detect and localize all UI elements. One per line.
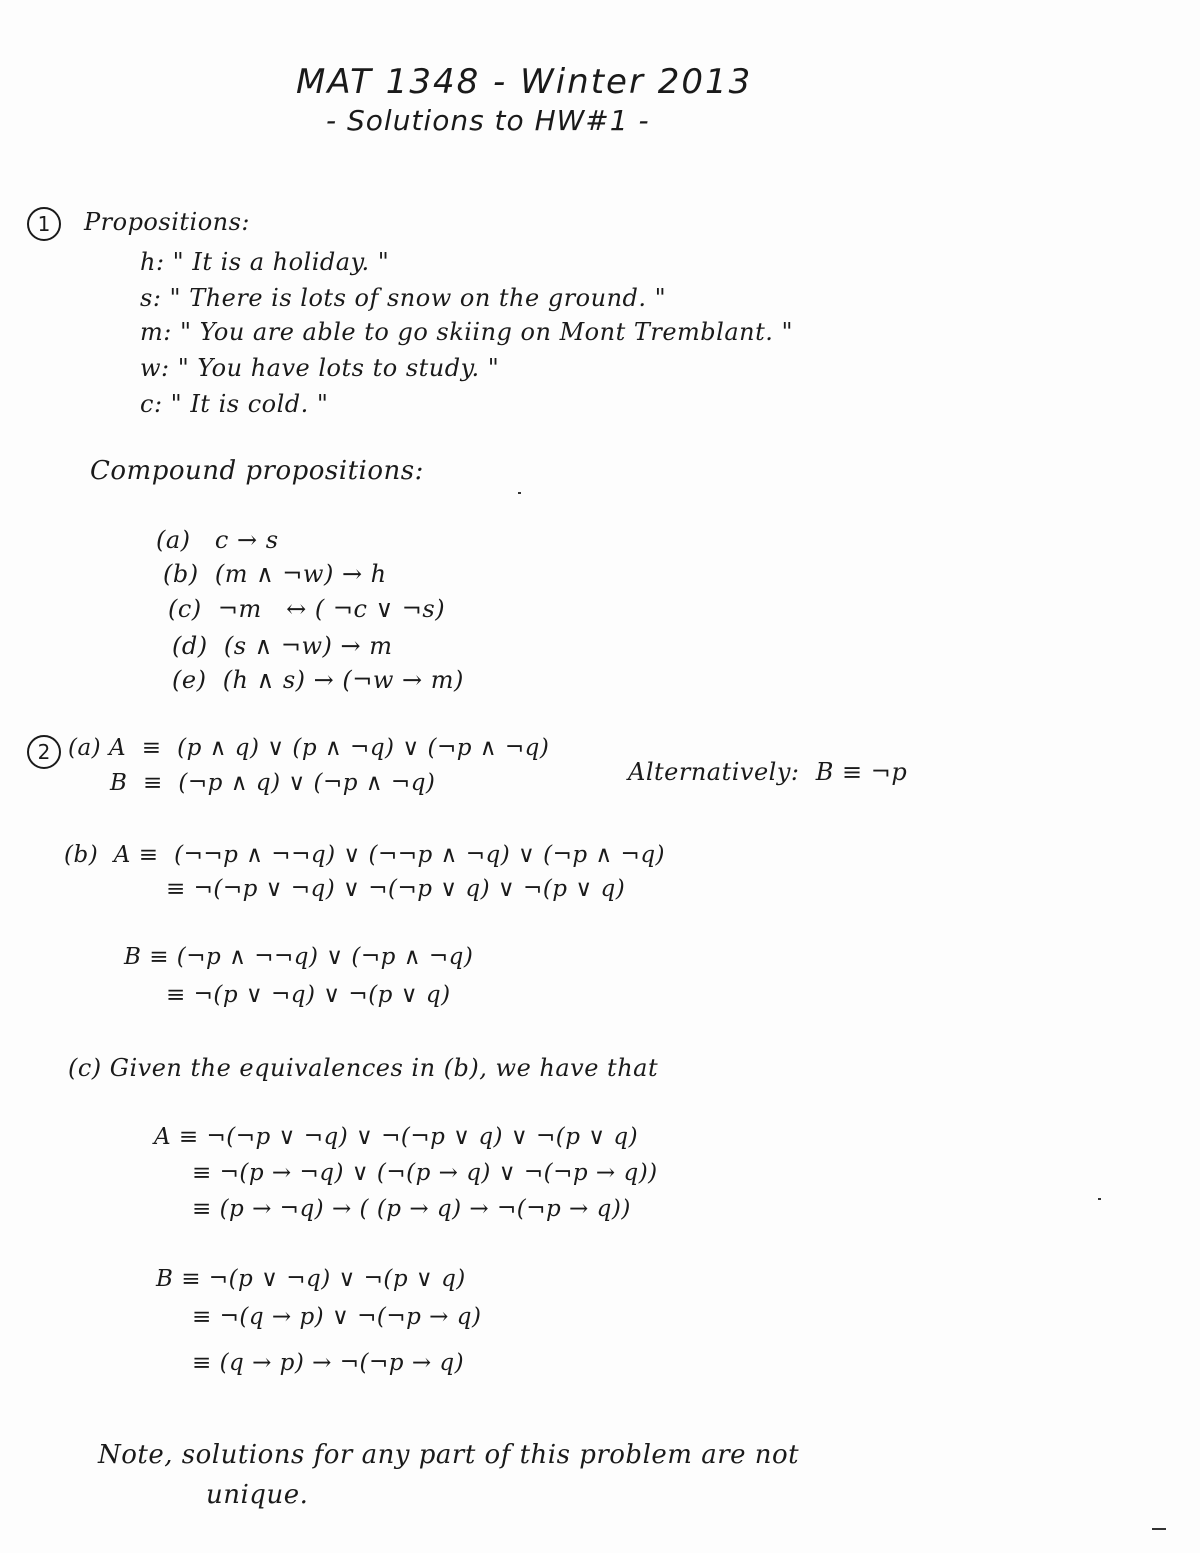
q2-c-A-line2: ≡ ¬(p → ¬q) ∨ (¬(p → q) ∨ ¬(¬p → q))	[192, 1160, 658, 1186]
proposition-c: c: " It is cold. "	[140, 390, 329, 418]
compound-b: (b) (m ∧ ¬w) → h	[163, 560, 387, 588]
q2-a-line1: (a) A ≡ (p ∧ q) ∨ (p ∧ ¬q) ∨ (¬p ∧ ¬q)	[68, 735, 550, 761]
proposition-s: s: " There is lots of snow on the ground. "	[140, 284, 667, 312]
q2-b-A-line1: (b) A ≡ (¬¬p ∧ ¬¬q) ∨ (¬¬p ∧ ¬q) ∨ (¬p ∧ ¬q)	[64, 842, 666, 868]
q2-alternatively: Alternatively: B ≡ ¬p	[628, 758, 908, 786]
q2-b-B-line1: B ≡ (¬p ∧ ¬¬q) ∨ (¬p ∧ ¬q)	[124, 944, 474, 970]
q2-c-B-line2: ≡ ¬(q → p) ∨ ¬(¬p → q)	[192, 1304, 482, 1330]
page-title: MAT 1348 - Winter 2013	[296, 62, 753, 102]
q2-b-B-line2: ≡ ¬(p ∨ ¬q) ∨ ¬(p ∨ q)	[166, 982, 451, 1008]
scan-speck	[1098, 1198, 1101, 1200]
q2-c-A-line1: A ≡ ¬(¬p ∨ ¬q) ∨ ¬(¬p ∨ q) ∨ ¬(p ∨ q)	[154, 1124, 639, 1150]
q2-a-line2: B ≡ (¬p ∧ q) ∨ (¬p ∧ ¬q)	[110, 770, 436, 796]
q2-c-B-line3: ≡ (q → p) → ¬(¬p → q)	[192, 1350, 465, 1376]
proposition-w: w: " You have lots to study. "	[140, 354, 500, 382]
scan-speck	[518, 492, 521, 494]
compound-a: (a) c → s	[156, 526, 279, 554]
propositions-heading: Propositions:	[84, 208, 251, 236]
note-line1: Note, solutions for any part of this problem are not	[98, 1440, 800, 1470]
compound-e: (e) (h ∧ s) → (¬w → m)	[172, 666, 464, 694]
compound-heading: Compound propositions:	[90, 456, 424, 486]
scan-speck	[1152, 1528, 1166, 1530]
note-line2: unique.	[206, 1480, 309, 1510]
q2-c-A-line3: ≡ (p → ¬q) → ( (p → q) → ¬(¬p → q))	[192, 1196, 631, 1222]
question-2-number: 2	[27, 735, 61, 769]
q2-c-intro: (c) Given the equivalences in (b), we have that	[68, 1054, 659, 1082]
q2-b-A-line2: ≡ ¬(¬p ∨ ¬q) ∨ ¬(¬p ∨ q) ∨ ¬(p ∨ q)	[166, 876, 626, 902]
compound-c: (c) ¬m ↔ ( ¬c ∨ ¬s)	[168, 595, 446, 623]
proposition-m: m: " You are able to go skiing on Mont Tremblant. "	[140, 318, 794, 346]
compound-d: (d) (s ∧ ¬w) → m	[172, 632, 393, 660]
page-subtitle: - Solutions to HW#1 -	[326, 104, 650, 137]
question-1-number: 1	[27, 207, 61, 241]
q2-c-B-line1: B ≡ ¬(p ∨ ¬q) ∨ ¬(p ∨ q)	[156, 1266, 466, 1292]
proposition-h: h: " It is a holiday. "	[140, 248, 390, 276]
